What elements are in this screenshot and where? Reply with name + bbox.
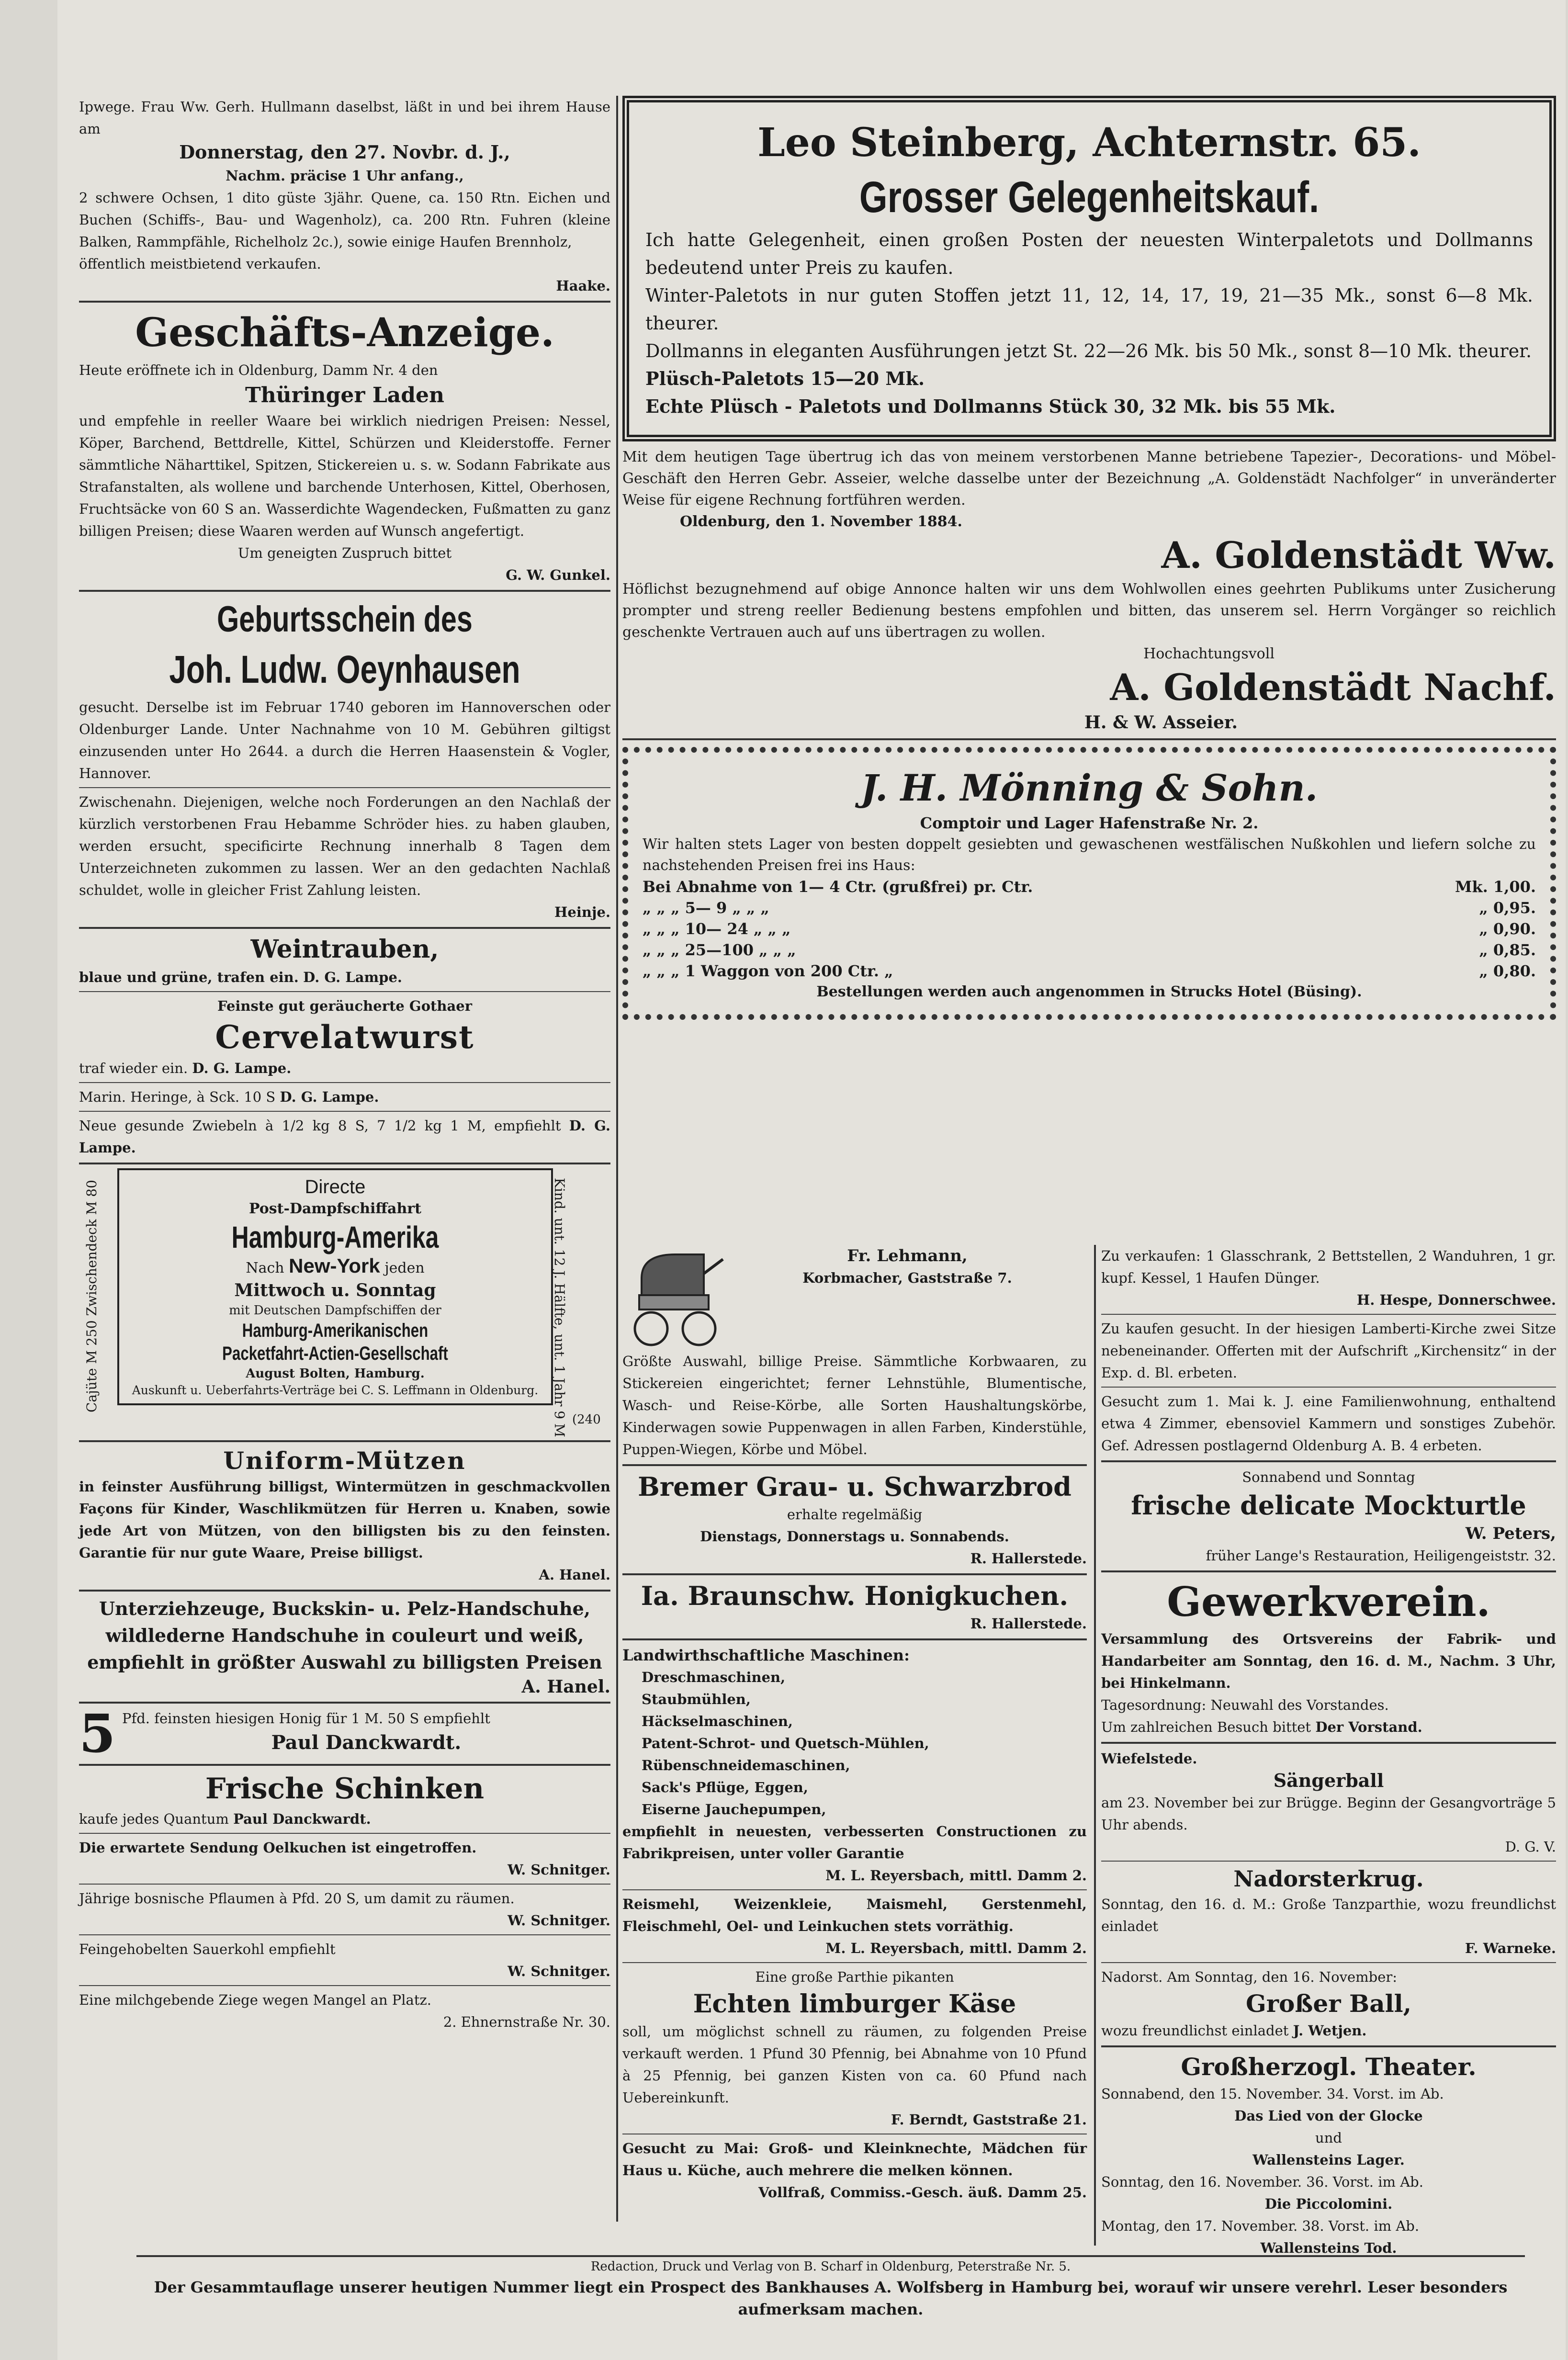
thea-line3: Montag, den 17. November. 38. Vorst. im Ab. [1101, 2218, 1420, 2234]
mon-price-row [643, 876, 1536, 897]
ad-geschaefts-anzeige [79, 306, 610, 586]
mon-price-row [643, 960, 1536, 982]
ipwege-text: 2 schwere Ochsen, 1 dito güste 3jähr. Quene, ca. 150 Rtn. Eichen und Buchen (Schiffs-, Bau- und Wagenholz), ca. 200 Rtn. Fuhren (kleine Balken, Rammpfähle, Richelholz 2c.), sowie einige Haufen Brennholz, [79, 190, 610, 250]
ad-ipwege [79, 96, 610, 297]
ball-pre: Nadorst. Am Sonntag, den 16. November: [1101, 1969, 1398, 1985]
brem-title: Bremer Grau- u. Schwarzbrod [638, 1471, 1072, 1502]
pflau-signature: W. Schnitger. [508, 1912, 610, 1929]
ham-directe: Directe [305, 1176, 366, 1197]
hering-signature: D. G. Lampe. [280, 1089, 379, 1105]
divider [79, 1082, 610, 1083]
gew-close: Um zahlreichen Besuch bittet Der Vorstand. [1101, 1719, 1422, 1735]
mon-price-row [643, 897, 1536, 918]
cerv-pre: Feinste gut geräucherte Gothaer [217, 998, 473, 1014]
divider [79, 927, 610, 929]
zwischen-text: Zwischenahn. Diejenigen, welche noch Forderungen an den Nachlaß der kürzlich verstorbenen Frau Hebamme Schröder hies. zu haben glauben, werden ersucht, specificirte Rechnung innerhalb 8 Tagen dem Unterzeichneten zukommen zu lassen. Wer an den gedachten Nachlaß schuldet, wolle in gleicher Frist Zahlung leisten. [79, 794, 610, 898]
gesch-title: Geschäfts-Anzeige. [135, 310, 554, 356]
divider [79, 1833, 610, 1834]
ad-leo-steinberg [622, 96, 1556, 441]
mon-price-row [643, 918, 1536, 939]
zwischen-signature: Heinje. [554, 904, 610, 920]
masch-text: empfiehlt in neuesten, verbesserten Constructionen zu Fabrikpreisen, unter voller Garantie [622, 1823, 1087, 1862]
unter-signature: A. Hanel. [521, 1677, 610, 1697]
divider [1101, 1460, 1556, 1462]
schink-signature: Paul Danckwardt. [233, 1811, 371, 1827]
leo-title: Leo Steinberg, Achternstr. 65. [757, 120, 1421, 166]
ipwege-last: öffentlich meistbietend verkaufen. [79, 256, 321, 272]
ad-kaese [622, 1966, 1087, 2131]
unif-signature: A. Hanel. [539, 1567, 610, 1583]
mon-quantity: „ „ „ 1 Waggon von 200 Ctr. „ [643, 962, 893, 980]
masch-item: Rübenschneidemaschinen, [642, 1757, 850, 1773]
divider [79, 1764, 610, 1766]
divider [1101, 1314, 1556, 1315]
ad-kaufen: Zu kaufen gesucht. In der hiesigen Lamberti-Kirche zwei Sitze nebeneinander. Offerten mit der Aufschrift „Kirchensitz“ in der Exp. d. Bl. erbeten. [1101, 1321, 1556, 1381]
ad-handschuhe [79, 1595, 610, 1698]
wein-title: Weintrauben, [250, 935, 439, 964]
leo-line3: Plüsch-Paletots 15—20 Mk. [645, 368, 925, 389]
ad-gesucht-mai [622, 2137, 1087, 2203]
ziege-signature: 2. Ehnernstraße Nr. 30. [443, 2014, 610, 2030]
ad-uniform-muetzen [79, 1446, 610, 1586]
honig-signature: Paul Danckwardt. [271, 1731, 462, 1754]
mon-quantity: Bei Abnahme von 1— 4 Ctr. (grußfrei) pr. Ctr. [643, 878, 1033, 896]
gew-title: Gewerkverein. [1167, 1578, 1490, 1626]
kaes-text: soll, um möglichst schnell zu räumen, zu folgenden Preise verkauft werden. 1 Pfund 30 Pfennig, bei Abnahme von 10 Pfund à 25 Pfennig, bei ganzen Kisten von ca. 60 Pfund nach Uebereinkunft. [622, 2023, 1087, 2106]
mon-price: Mk. 1,00. [1455, 878, 1536, 896]
ham-company2: Packetfahrt-Actien-Gesellschaft [222, 1343, 448, 1364]
ham-day: Mittwoch u. Sonntag [234, 1280, 436, 1300]
leo-subtitle: Grosser Gelegenheitskauf. [859, 173, 1320, 222]
divider [622, 738, 1556, 740]
divider [1101, 1387, 1556, 1388]
divider [1101, 1742, 1556, 1744]
ham-box: Directe Post-Dampfschiffahrt Hamburg-Amerika Nach New-York jeden Mittwoch u. Sonntag mit Deutschen Dampfschiffen der Hamburg-Amerikanischen Packetfahrt-Actien-Gesellschaft August Bolten, Hamburg. Auskunft u. Ueberfahrts-Verträge bei C. S. Leffmann in Oldenburg. [117, 1168, 553, 1405]
divider [1101, 2045, 1556, 2047]
divider [79, 1163, 610, 1164]
geb-text: gesucht. Derselbe ist im Februar 1740 geboren im Hannoverschen oder Oldenburger Lande. Unter Nachnahme von 10 M. Gebühren giltigst einzusenden unter Ho 2644. a durch die Herren Haasenstein & Vogler, Hannover. [79, 699, 610, 781]
ad-weintrauben [79, 933, 610, 988]
gew-text: Versammlung des Ortsvereins der Fabrik- und Handarbeiter am Sonntag, den 16. d. M., Nachm. 3 Uhr, bei Hinkelmann. [1101, 1631, 1556, 1691]
ham-post: Post-Dampfschiffahrt [249, 1200, 421, 1217]
ball-text: wozu freundlichst einladet J. Wetjen. [1101, 2022, 1367, 2039]
wein-signature: D. G. Lampe. [303, 969, 403, 985]
schink-text: kaufe jedes Quantum Paul Danckwardt. [79, 1811, 371, 1827]
ad-zwiebeln: Neue gesunde Zwiebeln à 1/2 kg 8 S, 7 1/2 kg 1 M, empfiehlt D. G. Lampe. [79, 1118, 610, 1156]
wief-title: Wiefelstede. [1101, 1750, 1197, 1767]
brem-signature: R. Hallerstede. [970, 1550, 1087, 1567]
ham-ny: New-York [289, 1254, 380, 1277]
divider [79, 1111, 610, 1112]
masch-item: Patent-Schrot- und Quetsch-Mühlen, [642, 1735, 929, 1751]
masch-list [622, 1666, 1087, 1820]
mai-signature: Vollfraß, Commiss.-Gesch. äuß. Damm 25. [758, 2184, 1087, 2201]
divider [79, 590, 610, 592]
mon-price: „ 0,95. [1479, 899, 1536, 917]
saeng-signature: D. G. V. [1505, 1839, 1556, 1855]
column-left [79, 96, 610, 2033]
gesch-text2: und empfehle in reeller Waare bei wirklich niedrigen Preisen: Nessel, Köper, Barchend, Bettdrelle, Kittel, Schürzen und Kleiderstoffe. Ferner sämmtliche Näharttikel, Spitzen, Stickereien u. s. w. Sodann Fabrikate aus Strafanstalten, als wollene und barchende Unterhosen, Kittel, Oberhosen, Fruchtsäcke von 60 S an. Wasserdichte Wagendecken, Fußmatten zu ganz billigen Preisen; diese Waaren werden auf Wunsch angefertigt. [79, 413, 610, 539]
divider [79, 787, 610, 788]
brem-text: erhalte regelmäßig [787, 1506, 923, 1523]
mon-footer: Bestellungen werden auch angenommen in Strucks Hotel (Büsing). [816, 983, 1362, 1000]
kaes-signature: F. Berndt, Gaststraße 21. [891, 2112, 1087, 2128]
nad-title: Nadorsterkrug. [1233, 1866, 1424, 1892]
wein-text: blaue und grüne, trafen ein. D. G. Lampe. [79, 969, 403, 985]
leh-text: Größte Auswahl, billige Preise. Sämmtliche Korbwaaren, zu Stickereien eingerichtet; ferner Lehnstühle, Blumentische, Wasch- und Reise-Körbe, alle Sorten Haushaltungskörbe, Kinderwagen sowie Puppenwagen in allen Farben, Kinderstühle, Puppen-Wiegen, Körbe und Möbel. [622, 1353, 1087, 1457]
unif-title: Uniform-Mützen [223, 1446, 466, 1475]
thea-line2: Sonntag, den 16. November. 36. Vorst. im Ab. [1101, 2174, 1423, 2190]
gold-text: Mit dem heutigen Tage übertrug ich das von meinem verstorbenen Manne betriebene Tapezier-, Decorations- und Möbel-Geschäft den Herren Gebr. Asseier, welche dasselbe unter der Bezeichnung „A. Goldenstädt Nachfolger“ in unveränderter Weise für eigene Rechnung fortführen werden. [622, 449, 1556, 508]
cerv-text: traf wieder ein. D. G. Lampe. [79, 1060, 292, 1076]
leh-address: Korbmacher, Gaststraße 7. [802, 1270, 1012, 1286]
gold-date: Oldenburg, den 1. November 1884. [680, 513, 962, 530]
thea-line1: Sonnabend, den 15. November. 34. Vorst. im Ab. [1101, 2086, 1444, 2102]
ad-wohnung: Gesucht zum 1. Mai k. J. eine Familienwohnung, enthaltend etwa 4 Zimmer, ebensoviel Kammern und sonstiges Zubehör. Gef. Adressen postlagernd Oldenburg A. B. 4 erbeten. [1101, 1393, 1556, 1454]
mon-price: „ 0,90. [1479, 920, 1536, 938]
divider [79, 301, 610, 303]
leh-name: Fr. Lehmann, [847, 1246, 968, 1265]
masch-item: Sack's Pflüge, Eggen, [642, 1779, 808, 1795]
gold-nachfolger: A. Goldenstädt Nachf. [1110, 666, 1556, 709]
mon-quantity: „ „ „ 25—100 „ „ „ [643, 941, 796, 959]
pram-icon [622, 1245, 728, 1350]
footer-note: Der Gesammtauflage unserer heutigen Nummer liegt ein Prospect des Bankhauses A. Wolfsberg in Hamburg bei, worauf wir unsere verehrl. Leser besonders aufmerksam machen. [154, 2278, 1508, 2318]
gold-text2: Höflichst bezugnehmend auf obige Annonce halten wir uns dem Wohlwollen eines geehrten Publikums unter Zusicherung prompter und streng reeller Bedienung bestens empfohlen und bitten, das unserem sel. Herrn Vorgänger so reichlich geschenkte Vertrauen auch auf uns übertragen zu wollen. [622, 581, 1556, 641]
divider [622, 1573, 1087, 1575]
ipwege-signature: Haake. [556, 278, 610, 294]
leo-line2: Dollmanns in eleganten Ausführungen jetzt St. 22—26 Mk. bis 50 Mk., sonst 8—10 Mk. theurer. [645, 340, 1532, 361]
gew-order: Tagesordnung: Neuwahl des Vorstandes. [1101, 1697, 1389, 1713]
turtle-address: früher Lange's Restauration, Heiligengeiststr. 32. [1206, 1547, 1556, 1564]
masch-title: Landwirthschaftliche Maschinen: [622, 1646, 910, 1664]
cerv-title: Cervelatwurst [215, 1018, 474, 1056]
divider [622, 1889, 1087, 1890]
ad-maschinen [622, 1644, 1087, 1886]
gesch-signature: G. W. Gunkel. [506, 567, 610, 583]
divider [1101, 1861, 1556, 1862]
ad-geburtsschein [79, 596, 610, 784]
thea-title: Großherzogl. Theater. [1181, 2053, 1477, 2081]
nad-text: Sonntag, den 16. d. M.: Große Tanzparthie, wozu freundlichst einladet [1101, 1896, 1556, 1934]
thea-and: und [1315, 2130, 1342, 2146]
column-far-right-lower [1101, 1245, 1556, 2259]
verk-signature: H. Hespe, Donnerschwee. [1356, 1292, 1556, 1308]
turtle-title: frische delicate Mockturtle [1131, 1490, 1526, 1521]
honig-text: Pfd. feinsten hiesigen Honig für 1 M. 50 S empfiehlt [122, 1710, 490, 1727]
kaes-pre: Eine große Parthie pikanten [755, 1969, 954, 1985]
gesch-text1: Heute eröffnete ich in Oldenburg, Damm Nr. 4 den [79, 362, 438, 378]
ad-pflaumen: Jährige bosnische Pflaumen à Pfd. 20 S, um damit zu räumen. [79, 1890, 515, 1907]
mon-quantity: „ „ „ 5— 9 „ „ „ [643, 899, 769, 917]
ad-reismehl [622, 1893, 1087, 1959]
gesch-laden: Thüringer Laden [245, 383, 445, 407]
mon-quantity: „ „ „ 10— 24 „ „ „ [643, 920, 791, 938]
ad-honig [79, 1703, 610, 1764]
column-middle-lower [622, 1245, 1087, 2203]
gold-names: H. & W. Asseier. [1084, 712, 1238, 733]
masch-item: Staubmühlen, [642, 1691, 751, 1707]
brem-days: Dienstags, Donnerstags u. Sonnabends. [700, 1528, 1009, 1545]
divider [622, 1962, 1087, 1963]
ad-sauerkohl: Feingehobelten Sauerkohl empfiehlt [79, 1941, 336, 1957]
thea-play3: Wallensteins Tod. [1260, 2240, 1397, 2256]
masch-signature: M. L. Reyersbach, mittl. Damm 2. [825, 1867, 1087, 1884]
thea-play2: Die Piccolomini. [1264, 2196, 1393, 2212]
unif-text: in feinster Ausführung billigst, Wintermützen in geschmackvollen Façons für Kinder, Waschlikmützen für Herren u. Knaben, sowie jede Art von Mützen, von den billigsten bis zu den feinsten. Garantie für nur gute Waare, Preise billigst. [79, 1479, 610, 1561]
gew-signature: Der Vorstand. [1315, 1719, 1422, 1735]
mon-subtitle: Comptoir und Lager Hafenstraße Nr. 2. [920, 814, 1259, 832]
honigkuchen-signature: R. Hallerstede. [970, 1615, 1087, 1632]
mon-price: „ 0,85. [1479, 941, 1536, 959]
zwiebel-signature: D. G. Lampe. [79, 1118, 610, 1156]
ad-zwischenahn [79, 791, 610, 923]
masch-item: Häckselmaschinen, [642, 1713, 793, 1729]
ham-number: (240 [572, 1412, 601, 1427]
divider [1101, 1570, 1556, 1572]
ad-heringe: Marin. Heringe, à Sck. 10 S D. G. Lampe. [79, 1089, 379, 1105]
ad-oelkuchen: Die erwartete Sendung Oelkuchen ist eingetroffen. [79, 1840, 477, 1856]
divider [622, 1638, 1087, 1640]
ipwege-intro: Ipwege. Frau Ww. Gerh. Hullmann daselbst, läßt in und bei ihrem Hause am [79, 99, 610, 137]
divider [79, 1934, 610, 1935]
mon-price-table [643, 876, 1536, 982]
ad-cervelatwurst [79, 995, 610, 1079]
reis-text: Reismehl, Weizenkleie, Maismehl, Gerstenmehl, Fleischmehl, Oel- und Leinkuchen stets vorräthig. [622, 1896, 1087, 1934]
unter-text: Unterziehzeuge, Buckskin- u. Pelz-Handschuhe, wildlederne Handschuhe in couleurt und weiß, empfiehlt in größter Auswahl zu billigsten Preisen [87, 1598, 602, 1673]
oel-signature: W. Schnitger. [508, 1862, 610, 1878]
column-divider-lower [1094, 1245, 1096, 2246]
cerv-signature: D. G. Lampe. [192, 1060, 292, 1076]
ipwege-time: Nachm. präcise 1 Uhr anfang., [226, 168, 464, 184]
ad-lehmann [622, 1245, 1087, 1460]
divider [79, 1440, 610, 1442]
schink-title: Frische Schinken [205, 1772, 485, 1806]
column-divider [616, 96, 618, 2222]
ad-bremer [622, 1470, 1087, 1570]
divider [1101, 1962, 1556, 1963]
divider [622, 1464, 1087, 1466]
gold-hochachtungsvoll: Hochachtungsvoll [1143, 645, 1275, 662]
mai-text: Gesucht zu Mai: Groß- und Kleinknechte, Mädchen für Haus u. Küche, auch mehrere die melken können. [622, 2140, 1087, 2179]
mon-price-row [643, 939, 1536, 960]
footer-imprint: Redaction, Druck und Verlag von B. Scharf in Oldenburg, Peterstraße Nr. 5. [590, 2259, 1071, 2274]
ad-moenning [622, 747, 1556, 1020]
divider [79, 1884, 610, 1885]
saeng-title: Sängerball [1273, 1770, 1384, 1791]
sauer-signature: W. Schnitger. [508, 1963, 610, 1979]
ad-honigkuchen [622, 1579, 1087, 1635]
masch-item: Eiserne Jauchepumpen, [642, 1801, 826, 1818]
kaes-title: Echten limburger Käse [693, 1989, 1016, 2019]
mon-text: Wir halten stets Lager von besten doppelt gesiebten und gewaschenen westfälischen Nußkohlen und liefern solche zu nachstehenden Preisen frei ins Haus: [643, 836, 1536, 874]
ham-info: Auskunft u. Ueberfahrts-Verträge bei C. S. Leffmann in Oldenburg. [132, 1383, 539, 1397]
nad-signature: F. Warneke. [1465, 1940, 1556, 1956]
ad-schinken [79, 1770, 610, 1830]
leo-line4: Echte Plüsch - Paletots und Dollmanns Stück 30, 32 Mk. bis 55 Mk. [645, 395, 1336, 417]
ball-signature: J. Wetjen. [1293, 2022, 1367, 2039]
divider [79, 991, 610, 992]
ham-left-prices: Cajüte M 250 Zwischendeck M 80 [84, 1180, 100, 1412]
mon-title: J. H. Mönning & Sohn. [860, 767, 1318, 809]
gesch-close: Um geneigten Zuspruch bittet [237, 545, 452, 561]
ham-mit: mit Deutschen Dampfschiffen der [229, 1303, 441, 1318]
saeng-text: am 23. November bei zur Brügge. Beginn der Gesangvorträge 5 Uhr abends. [1101, 1795, 1556, 1833]
ball-title: Großer Ball, [1246, 1989, 1411, 2018]
ham-right-prices: Kind. unt. 12 J. Hälfte, unt. 1 Jahr 9 M [552, 1178, 567, 1437]
reis-signature: M. L. Reyersbach, mittl. Damm 2. [825, 1940, 1087, 1956]
ham-agent: August Bolten, Hamburg. [246, 1366, 425, 1381]
thea-play1: Das Lied von der Glocke [1234, 2108, 1423, 2124]
turtle-pre: Sonnabend und Sonntag [1242, 1469, 1415, 1485]
ad-verkaufen: Zu verkaufen: 1 Glasschrank, 2 Bettstellen, 2 Wanduhren, 1 gr. kupf. Kessel, 1 Haufen Dünger. [1101, 1248, 1556, 1286]
ham-company1: Hamburg-Amerikanischen [242, 1320, 429, 1341]
masch-item: Dreschmaschinen, [642, 1669, 786, 1685]
ipwege-date: Donnerstag, den 27. Novbr. d. J., [179, 141, 510, 163]
geb-title1: Geburtsschein des [217, 599, 473, 640]
divider [79, 1985, 610, 1986]
gold-signature: A. Goldenstädt Ww. [1161, 534, 1556, 576]
honigkuchen-title: Ia. Braunschw. Honigkuchen. [641, 1581, 1069, 1611]
leo-text: Ich hatte Gelegenheit, einen großen Posten der neuesten Winterpaletots und Dollmanns bedeutend unter Preis zu kaufen. [645, 229, 1533, 278]
geb-title2: Joh. Ludw. Oeynhausen [169, 648, 520, 691]
ad-goldenstaedt [622, 446, 1556, 734]
ham-title: Hamburg-Amerika [231, 1220, 439, 1254]
turtle-signature: W. Peters, [1465, 1524, 1556, 1543]
honig-number: 5 [79, 1703, 116, 1764]
thea-play1b: Wallensteins Lager. [1252, 2152, 1405, 2168]
leo-line1: Winter-Paletots in nur guten Stoffen jetzt 11, 12, 14, 17, 19, 21—35 Mk., sonst 6—8 Mk. theurer. [645, 285, 1533, 334]
ad-hamburg-amerika [79, 1168, 610, 1436]
column-right [622, 96, 1556, 1020]
divider [79, 1702, 610, 1704]
page-footer [136, 2255, 1525, 2320]
mon-price: „ 0,80. [1479, 962, 1536, 980]
divider [79, 1590, 610, 1592]
ad-ziege: Eine milchgebende Ziege wegen Mangel an Platz. [79, 1992, 431, 2008]
